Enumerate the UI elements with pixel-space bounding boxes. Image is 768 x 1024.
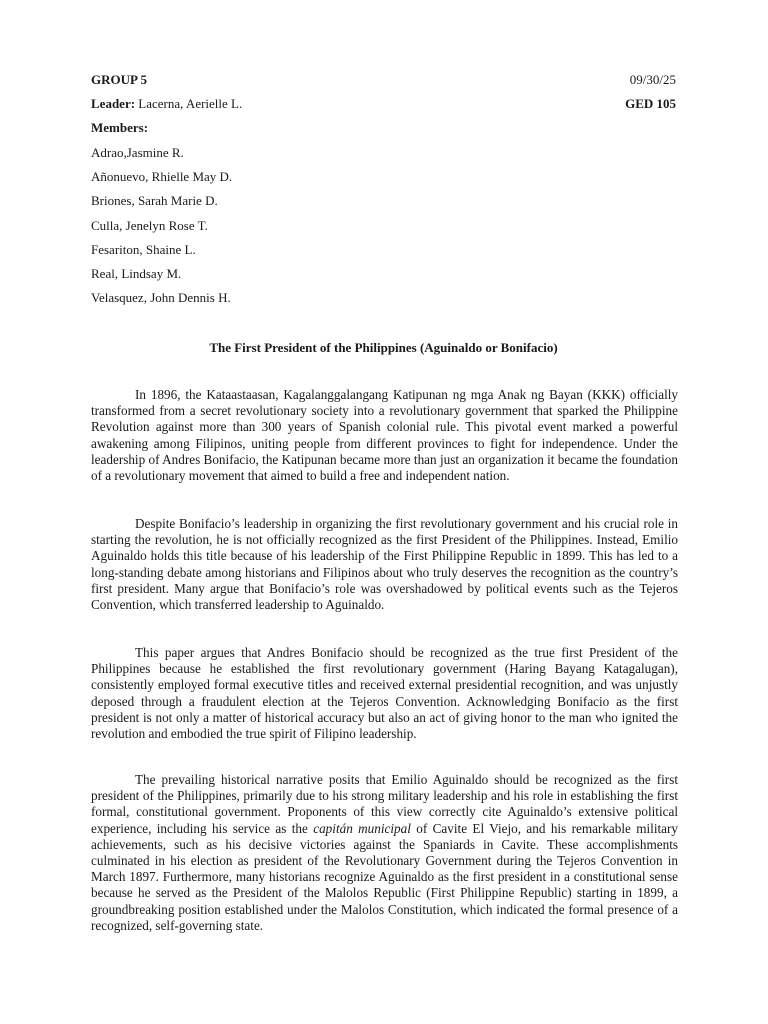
paragraph-2: Despite Bonifacio’s leadership in organizing the first revolutionary government and his crucial role in starting the revolution, he is not officially recognized as the first President of the Philippines. Instead, Emilio Aguinaldo holds this title because of his leadership of the First Philippine Republic in 1899. This has led to a long-standing debate among historians and Filipinos about who truly deserves the recognition as the country’s first president. Many argue that Bonifacio’s role was overshadowed by political events such as the Tejeros Convention, which transferred leadership to Aguinaldo. <box>91 516 678 613</box>
leader-name: Lacerna, Aerielle L. <box>138 96 243 111</box>
paragraph-4-text-b: of Cavite El Viejo, and his remarkable military achievements, such as his decisive victories against the Spaniards in Cavite. These accomplishments culminated in his election as president of the Revolutionary Government during the Tejeros Convention in March 1897. Furthermore, many historians recognize Aguinaldo as the first president in a constitutional sense because he served as the President of the Malolos Republic (First Philippine Republic) starting in 1899, a groundbreaking position established under the Malolos Constitution, which indicated the formal presence of a recognized, self-governing state. <box>91 820 678 933</box>
paragraph-3: This paper argues that Andres Bonifacio should be recognized as the true first President of the Philippines because he established the first revolutionary government (Haring Bayang Katagalugan), consistently employed formal executive titles and received external presidential recognition, and was unjustly deposed through a fraudulent election at the Tejeros Convention. Acknowledging Bonifacio as the first president is not only a matter of historical accuracy but also an act of giving honor to the man who ignited the revolution and embodied the true spirit of Filipino leadership. <box>91 645 678 742</box>
date: 09/30/25 <box>629 72 676 87</box>
paragraph-4-text-a: The prevailing historical narrative posits that Emilio Aguinaldo should be recognized as the first president of the Philippines, primarily due to his strong military leadership and his role in establishing the first formal, constitutional government. Proponents of this view correctly cite Aguinaldo’s extensive political experience, including his service as the <box>91 772 678 836</box>
paragraph-4-emphasis: capitán municipal <box>313 820 411 836</box>
member-item: Real, Lindsay M. <box>91 266 182 281</box>
group-label: GROUP 5 <box>91 72 147 87</box>
paragraph-1: In 1896, the Kataastaasan, Kagalanggalangang Katipunan ng mga Anak ng Bayan (KKK) officially transformed from a secret revolutionary society into a revolutionary government that sparked the Philippine Revolution against more than 300 years of Spanish colonial rule. This pivotal event marked a powerful awakening among Filipinos, uniting people from different provinces to fight for independence. Under the leadership of Andres Bonifacio, the Katipunan became more than just an organization it became the foundation of a revolutionary movement that aimed to build a free and independent nation. <box>91 387 678 484</box>
member-item: Adrao,Jasmine R. <box>91 145 184 160</box>
member-item: Fesariton, Shaine L. <box>91 242 196 257</box>
member-item: Briones, Sarah Marie D. <box>91 193 218 208</box>
header-row-leader <box>91 96 676 112</box>
paragraph-4 <box>91 772 678 934</box>
members-label: Members: <box>91 120 149 135</box>
leader-label: Leader: <box>91 96 136 111</box>
member-item: Culla, Jenelyn Rose T. <box>91 218 208 233</box>
member-item: Velasquez, John Dennis H. <box>91 290 231 305</box>
course-code: GED 105 <box>625 96 676 111</box>
document-title: The First President of the Philippines (Aguinaldo or Bonifacio) <box>209 340 558 355</box>
leader-line <box>91 96 242 112</box>
member-item: Añonuevo, Rhielle May D. <box>91 169 233 184</box>
header-row-group <box>91 72 676 88</box>
